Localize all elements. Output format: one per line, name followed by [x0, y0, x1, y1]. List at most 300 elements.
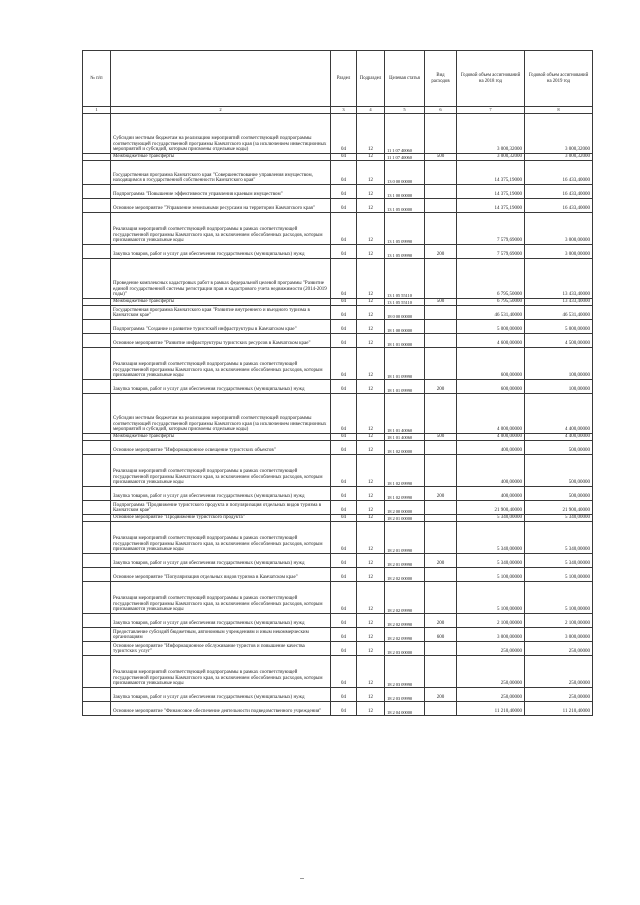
podrazdel-cell: 12 — [357, 114, 385, 154]
num-cell — [83, 628, 111, 642]
colnum: 2 — [111, 107, 331, 114]
num-cell — [83, 434, 111, 441]
amount-2019-cell: 11 210,40000 — [525, 702, 593, 716]
table-row — [83, 582, 593, 614]
header-name — [111, 51, 331, 107]
podrazdel-cell: 12 — [357, 568, 385, 582]
razdel-cell: 04 — [331, 434, 357, 441]
num-cell — [83, 522, 111, 554]
item-name: Закупка товаров, работ и услуг для обеспечения государственных (муниципальных) нужд — [111, 487, 331, 501]
podrazdel-cell: 12 — [357, 614, 385, 628]
expense-type-cell — [425, 568, 457, 582]
num-cell — [83, 185, 111, 199]
table-row — [83, 522, 593, 554]
amount-2019-cell: 5 340,00000 — [525, 515, 593, 522]
amount-2019-cell: 16 433,40000 — [525, 161, 593, 185]
target-article-cell: 13 1 05 00000 — [385, 199, 425, 213]
amount-2019-cell: 4 400,00000 — [525, 434, 593, 441]
expense-type-cell: 200 — [425, 614, 457, 628]
target-article-cell: 18 1 02 00000 — [385, 441, 425, 455]
podrazdel-cell: 12 — [357, 380, 385, 394]
target-article-cell: 18 1 01 00000 — [385, 334, 425, 348]
target-article-cell: 13 1 05 09990 — [385, 245, 425, 259]
razdel-cell: 04 — [331, 114, 357, 154]
item-name: Межбюджетные трансферты — [111, 154, 331, 161]
num-cell — [83, 114, 111, 154]
table-row — [83, 306, 593, 320]
razdel-cell: 04 — [331, 394, 357, 434]
target-article-cell: 18 2 03 09990 — [385, 656, 425, 688]
podrazdel-cell: 12 — [357, 582, 385, 614]
expense-type-cell: 200 — [425, 245, 457, 259]
razdel-cell: 04 — [331, 642, 357, 656]
num-cell — [83, 554, 111, 568]
item-name: Основное мероприятие "Развитие инфраструктуры туристских ресурсов в Камчатском крае" — [111, 334, 331, 348]
amount-2018-cell: 4 000,00000 — [457, 394, 525, 434]
podrazdel-cell: 12 — [357, 522, 385, 554]
expense-type-cell — [425, 501, 457, 515]
expense-type-cell — [425, 522, 457, 554]
amount-2018-cell: 2 100,00000 — [457, 614, 525, 628]
item-name: Основное мероприятие "Информационное освещение туристских объектов" — [111, 441, 331, 455]
amount-2018-cell: 5 100,00000 — [457, 568, 525, 582]
table-row — [83, 348, 593, 380]
amount-2019-cell: 5 100,00000 — [525, 582, 593, 614]
num-cell — [83, 161, 111, 185]
expense-type-cell — [425, 259, 457, 299]
podrazdel-cell: 12 — [357, 348, 385, 380]
razdel-cell: 04 — [331, 199, 357, 213]
item-name: Закупка товаров, работ и услуг для обеспечения государственных (муниципальных) нужд — [111, 245, 331, 259]
colnum: 5 — [385, 107, 425, 114]
expense-type-cell — [425, 114, 457, 154]
num-cell — [83, 334, 111, 348]
target-article-cell: 13 1 05 55110 — [385, 259, 425, 299]
table-row — [83, 702, 593, 716]
podrazdel-cell: 12 — [357, 199, 385, 213]
target-article-cell: 18 1 02 09990 — [385, 487, 425, 501]
expense-type-cell: 200 — [425, 380, 457, 394]
target-article-cell: 18 2 01 09990 — [385, 522, 425, 554]
podrazdel-cell: 12 — [357, 487, 385, 501]
razdel-cell: 04 — [331, 306, 357, 320]
num-cell — [83, 306, 111, 320]
table-row — [83, 185, 593, 199]
amount-2018-cell: 7 579,69000 — [457, 245, 525, 259]
colnum: 1 — [83, 107, 111, 114]
colnum: 6 — [425, 107, 457, 114]
table-row — [83, 688, 593, 702]
item-name: Основное мероприятие "Популяризация отдельных видов туризма в Камчатском крае" — [111, 568, 331, 582]
razdel-cell: 04 — [331, 380, 357, 394]
razdel-cell: 04 — [331, 554, 357, 568]
amount-2019-cell: 5 340,00000 — [525, 554, 593, 568]
razdel-cell: 04 — [331, 334, 357, 348]
amount-2018-cell: 5 340,00000 — [457, 522, 525, 554]
razdel-cell: 04 — [331, 568, 357, 582]
target-article-cell: 18 2 04 00000 — [385, 702, 425, 716]
item-name: Подпрограмма "Повышение эффективности управления краевым имуществом" — [111, 185, 331, 199]
podrazdel-cell: 12 — [357, 161, 385, 185]
podrazdel-cell: 12 — [357, 213, 385, 245]
razdel-cell: 04 — [331, 154, 357, 161]
item-name: Государственная программа Камчатского края "Совершенствование управления имуществом, находящимся в государственной собственности Камчатского края" — [111, 161, 331, 185]
razdel-cell: 04 — [331, 522, 357, 554]
razdel-cell: 04 — [331, 656, 357, 688]
razdel-cell: 04 — [331, 515, 357, 522]
num-cell — [83, 642, 111, 656]
razdel-cell: 04 — [331, 702, 357, 716]
num-cell — [83, 199, 111, 213]
amount-2018-cell: 3 000,32000 — [457, 114, 525, 154]
razdel-cell: 04 — [331, 320, 357, 334]
amount-2019-cell: 3 000,00000 — [525, 628, 593, 642]
num-cell — [83, 299, 111, 306]
amount-2018-cell: 14 375,19000 — [457, 161, 525, 185]
target-article-cell: 18 1 02 09990 — [385, 455, 425, 487]
table-row — [83, 380, 593, 394]
item-name: Реализация мероприятий соответствующей подпрограммы в рамках соответствующей государственной программы Камчатского края, за исключением обособленных расходов, которым присваиваются уникальные коды — [111, 348, 331, 380]
item-name: Проведение комплексных кадастровых работ в рамках федеральной целевой программы "Развитие единой государственной системы регистрации прав и кадастрового учета недвижимости (2014-2019 годы)" — [111, 259, 331, 299]
table-row — [83, 656, 593, 688]
amount-2018-cell: 600,00000 — [457, 380, 525, 394]
table-row — [83, 501, 593, 515]
target-article-cell: 11 1 07 40060 — [385, 154, 425, 161]
amount-2019-cell: 5 340,00000 — [525, 522, 593, 554]
expense-type-cell: 200 — [425, 554, 457, 568]
expense-type-cell — [425, 320, 457, 334]
table-row — [83, 441, 593, 455]
table-row — [83, 515, 593, 522]
amount-2018-cell: 6 795,50000 — [457, 259, 525, 299]
expense-type-cell: 200 — [425, 688, 457, 702]
razdel-cell: 04 — [331, 628, 357, 642]
expense-type-cell — [425, 306, 457, 320]
expense-type-cell — [425, 161, 457, 185]
amount-2018-cell: 5 340,00000 — [457, 554, 525, 568]
item-name: Закупка товаров, работ и услуг для обеспечения государственных (муниципальных) нужд — [111, 688, 331, 702]
num-cell — [83, 380, 111, 394]
target-article-cell: 18 1 01 09990 — [385, 380, 425, 394]
amount-2018-cell: 400,00000 — [457, 441, 525, 455]
expense-type-cell — [425, 441, 457, 455]
amount-2019-cell: 46 531,40000 — [525, 306, 593, 320]
target-article-cell: 13 1 05 55110 — [385, 299, 425, 306]
item-name: Реализация мероприятий соответствующей подпрограммы в рамках соответствующей государственной программы Камчатского края, за исключением обособленных расходов, которым присваиваются уникальные коды — [111, 582, 331, 614]
target-article-cell: 18 2 03 09990 — [385, 688, 425, 702]
amount-2019-cell: 3 000,32000 — [525, 154, 593, 161]
amount-2019-cell: 3 000,00000 — [525, 245, 593, 259]
budget-sheet — [82, 50, 592, 852]
podrazdel-cell: 12 — [357, 656, 385, 688]
num-cell — [83, 394, 111, 434]
razdel-cell: 04 — [331, 455, 357, 487]
amount-2018-cell: 3 000,32000 — [457, 154, 525, 161]
expense-type-cell — [425, 455, 457, 487]
razdel-cell: 04 — [331, 299, 357, 306]
table-row — [83, 554, 593, 568]
num-cell — [83, 515, 111, 522]
amount-2018-cell: 4 600,00000 — [457, 334, 525, 348]
item-name: Основное мероприятие "Продвижение туристского продукта" — [111, 515, 331, 522]
num-cell — [83, 501, 111, 515]
amount-2019-cell: 16 433,40000 — [525, 185, 593, 199]
table-row — [83, 259, 593, 299]
razdel-cell: 04 — [331, 614, 357, 628]
expense-type-cell: 500 — [425, 154, 457, 161]
amount-2018-cell: 11 210,40000 — [457, 702, 525, 716]
table-row — [83, 245, 593, 259]
podrazdel-cell: 12 — [357, 306, 385, 320]
razdel-cell: 04 — [331, 161, 357, 185]
budget-table — [82, 50, 593, 716]
num-cell — [83, 154, 111, 161]
podrazdel-cell: 12 — [357, 394, 385, 434]
table-row — [83, 394, 593, 434]
expense-type-cell: 200 — [425, 487, 457, 501]
podrazdel-cell: 12 — [357, 299, 385, 306]
amount-2018-cell: 3 000,00000 — [457, 628, 525, 642]
amount-2018-cell: 250,00000 — [457, 688, 525, 702]
item-name: Реализация мероприятий соответствующей подпрограммы в рамках соответствующей государственной программы Камчатского края, за исключением обособленных расходов, которым присваиваются уникальные коды — [111, 656, 331, 688]
amount-2018-cell: 250,00000 — [457, 656, 525, 688]
amount-2019-cell: 4 500,00000 — [525, 334, 593, 348]
amount-2018-cell: 400,00000 — [457, 455, 525, 487]
table-row — [83, 154, 593, 161]
amount-2019-cell: 4 400,00000 — [525, 394, 593, 434]
razdel-cell: 04 — [331, 487, 357, 501]
expense-type-cell — [425, 582, 457, 614]
razdel-cell: 04 — [331, 245, 357, 259]
amount-2019-cell: 500,00000 — [525, 455, 593, 487]
item-name: Реализация мероприятий соответствующей подпрограммы в рамках соответствующей государственной программы Камчатского края, за исключением обособленных расходов, которым присваиваются уникальные коды — [111, 455, 331, 487]
table-row — [83, 628, 593, 642]
target-article-cell: 18 1 01 09990 — [385, 348, 425, 380]
num-cell — [83, 614, 111, 628]
amount-2019-cell: 16 433,40000 — [525, 199, 593, 213]
podrazdel-cell: 12 — [357, 259, 385, 299]
header-year-2018: Годовой объем ассигнований на 2018 год — [457, 51, 525, 107]
header-target-article: Целевая статья — [385, 51, 425, 107]
target-article-cell: 18 2 01 09990 — [385, 554, 425, 568]
amount-2019-cell: 3 000,32000 — [525, 114, 593, 154]
page-mark — [300, 878, 304, 879]
razdel-cell: 04 — [331, 501, 357, 515]
podrazdel-cell: 12 — [357, 434, 385, 441]
podrazdel-cell: 12 — [357, 515, 385, 522]
amount-2019-cell: 5 000,00000 — [525, 320, 593, 334]
column-number-row — [83, 107, 593, 114]
expense-type-cell: 600 — [425, 628, 457, 642]
expense-type-cell — [425, 348, 457, 380]
num-cell — [83, 455, 111, 487]
podrazdel-cell: 12 — [357, 554, 385, 568]
target-article-cell: 18 0 00 00000 — [385, 306, 425, 320]
podrazdel-cell: 12 — [357, 154, 385, 161]
amount-2018-cell: 400,00000 — [457, 487, 525, 501]
amount-2018-cell: 6 795,50000 — [457, 299, 525, 306]
razdel-cell: 04 — [331, 582, 357, 614]
target-article-cell: 13 1 05 09990 — [385, 213, 425, 245]
expense-type-cell — [425, 334, 457, 348]
amount-2019-cell: 13 433,40000 — [525, 259, 593, 299]
amount-2018-cell: 5 000,00000 — [457, 320, 525, 334]
item-name: Основное мероприятие "Информационное обслуживание туристов и повышение качества туристских услуг" — [111, 642, 331, 656]
amount-2019-cell: 250,00000 — [525, 656, 593, 688]
item-name: Межбюджетные трансферты — [111, 434, 331, 441]
table-row — [83, 614, 593, 628]
item-name: Подпрограмма "Создание и развитие туристской инфраструктуры в Камчатском крае" — [111, 320, 331, 334]
amount-2018-cell: 4 000,00000 — [457, 434, 525, 441]
podrazdel-cell: 12 — [357, 455, 385, 487]
item-name: Основное мероприятие "Финансовое обеспечение деятельности подведомственного учреждения" — [111, 702, 331, 716]
item-name: Субсидии местным бюджетам на реализацию мероприятий соответствующей подпрограммы соответствующей государственной программы Камчатского края (за исключением инвестиционных мероприятий и субсидий, которым присвоены отдельные коды) — [111, 394, 331, 434]
colnum: 8 — [525, 107, 593, 114]
table-row — [83, 114, 593, 154]
num-cell — [83, 487, 111, 501]
num-cell — [83, 213, 111, 245]
item-name: Субсидии местным бюджетам на реализацию мероприятий соответствующей подпрограммы соответствующей государственной программы Камчатского края (за исключением инвестиционных мероприятий и субсидий, которым присвоены отдельные коды) — [111, 114, 331, 154]
table-row — [83, 568, 593, 582]
amount-2018-cell: 5 100,00000 — [457, 582, 525, 614]
amount-2019-cell: 250,00000 — [525, 642, 593, 656]
expense-type-cell: 500 — [425, 434, 457, 441]
target-article-cell: 18 2 00 00000 — [385, 501, 425, 515]
podrazdel-cell: 12 — [357, 441, 385, 455]
razdel-cell: 04 — [331, 259, 357, 299]
table-row — [83, 213, 593, 245]
expense-type-cell — [425, 656, 457, 688]
amount-2019-cell: 21 900,40000 — [525, 501, 593, 515]
num-cell — [83, 656, 111, 688]
header-num: № п/п — [83, 51, 111, 107]
table-row — [83, 199, 593, 213]
item-name: Подпрограмма "Продвижение туристского продукта и популяризация отдельных видов туризма в Камчатском крае" — [111, 501, 331, 515]
amount-2018-cell: 21 900,40000 — [457, 501, 525, 515]
razdel-cell: 04 — [331, 441, 357, 455]
expense-type-cell — [425, 199, 457, 213]
target-article-cell: 18 2 02 09990 — [385, 582, 425, 614]
colnum: 3 — [331, 107, 357, 114]
amount-2019-cell: 250,00000 — [525, 688, 593, 702]
amount-2019-cell: 100,00000 — [525, 380, 593, 394]
table-row — [83, 320, 593, 334]
target-article-cell: 11 1 07 40060 — [385, 114, 425, 154]
amount-2019-cell: 3 000,00000 — [525, 213, 593, 245]
amount-2019-cell: 13 433,40000 — [525, 299, 593, 306]
item-name: Реализация мероприятий соответствующей подпрограммы в рамках соответствующей государственной программы Камчатского края, за исключением обособленных расходов, которым присваиваются уникальные коды — [111, 213, 331, 245]
target-article-cell: 18 1 01 40060 — [385, 394, 425, 434]
num-cell — [83, 568, 111, 582]
podrazdel-cell: 12 — [357, 688, 385, 702]
item-name: Государственная программа Камчатского края "Развитие внутреннего и въездного туризма в Камчатском крае" — [111, 306, 331, 320]
expense-type-cell — [425, 213, 457, 245]
target-article-cell: 18 2 02 09990 — [385, 614, 425, 628]
item-name: Реализация мероприятий соответствующей подпрограммы в рамках соответствующей государственной программы Камчатского края, за исключением обособленных расходов, которым присваиваются уникальные коды — [111, 522, 331, 554]
podrazdel-cell: 12 — [357, 501, 385, 515]
amount-2019-cell: 500,00000 — [525, 441, 593, 455]
num-cell — [83, 348, 111, 380]
num-cell — [83, 688, 111, 702]
expense-type-cell: 500 — [425, 299, 457, 306]
table-row — [83, 455, 593, 487]
expense-type-cell — [425, 394, 457, 434]
colnum: 4 — [357, 107, 385, 114]
amount-2019-cell: 500,00000 — [525, 487, 593, 501]
amount-2018-cell: 250,00000 — [457, 642, 525, 656]
razdel-cell: 04 — [331, 213, 357, 245]
amount-2019-cell: 5 100,00000 — [525, 568, 593, 582]
target-article-cell: 13 0 00 00000 — [385, 161, 425, 185]
num-cell — [83, 320, 111, 334]
header-podrazdel: Подраздел — [357, 51, 385, 107]
num-cell — [83, 259, 111, 299]
podrazdel-cell: 12 — [357, 628, 385, 642]
table-row — [83, 161, 593, 185]
table-row — [83, 434, 593, 441]
podrazdel-cell: 12 — [357, 334, 385, 348]
num-cell — [83, 441, 111, 455]
podrazdel-cell: 12 — [357, 245, 385, 259]
header-row — [83, 51, 593, 107]
target-article-cell: 18 1 00 00000 — [385, 320, 425, 334]
table-row — [83, 334, 593, 348]
amount-2019-cell: 2 100,00000 — [525, 614, 593, 628]
amount-2018-cell: 46 531,40000 — [457, 306, 525, 320]
expense-type-cell — [425, 702, 457, 716]
num-cell — [83, 245, 111, 259]
amount-2018-cell: 5 340,00000 — [457, 515, 525, 522]
razdel-cell: 04 — [331, 348, 357, 380]
expense-type-cell — [425, 185, 457, 199]
target-article-cell: 18 1 01 40060 — [385, 434, 425, 441]
podrazdel-cell: 12 — [357, 320, 385, 334]
table-row — [83, 487, 593, 501]
target-article-cell: 18 2 01 00000 — [385, 515, 425, 522]
header-razdel: Раздел — [331, 51, 357, 107]
amount-2018-cell: 14 375,19000 — [457, 185, 525, 199]
item-name: Основное мероприятие "Управление земельными ресурсами на территории Камчатского края" — [111, 199, 331, 213]
podrazdel-cell: 12 — [357, 185, 385, 199]
amount-2019-cell: 100,00000 — [525, 348, 593, 380]
table-row — [83, 299, 593, 306]
expense-type-cell — [425, 515, 457, 522]
item-name: Межбюджетные трансферты — [111, 299, 331, 306]
amount-2018-cell: 600,00000 — [457, 348, 525, 380]
item-name: Предоставление субсидий бюджетным, автономным учреждениям и иным некоммерческим организациям — [111, 628, 331, 642]
colnum: 7 — [457, 107, 525, 114]
header-year-2019: Годовой объем ассигнований на 2019 год — [525, 51, 593, 107]
target-article-cell: 18 2 03 00000 — [385, 642, 425, 656]
num-cell — [83, 582, 111, 614]
item-name: Закупка товаров, работ и услуг для обеспечения государственных (муниципальных) нужд — [111, 380, 331, 394]
amount-2018-cell: 7 579,69000 — [457, 213, 525, 245]
num-cell — [83, 702, 111, 716]
item-name: Закупка товаров, работ и услуг для обеспечения государственных (муниципальных) нужд — [111, 554, 331, 568]
target-article-cell: 13 1 00 00000 — [385, 185, 425, 199]
expense-type-cell — [425, 642, 457, 656]
razdel-cell: 04 — [331, 688, 357, 702]
target-article-cell: 18 2 02 00000 — [385, 568, 425, 582]
target-article-cell: 18 2 02 09990 — [385, 628, 425, 642]
amount-2018-cell: 14 375,19000 — [457, 199, 525, 213]
podrazdel-cell: 12 — [357, 642, 385, 656]
razdel-cell: 04 — [331, 185, 357, 199]
podrazdel-cell: 12 — [357, 702, 385, 716]
header-expense-type: Вид расходов — [425, 51, 457, 107]
table-row — [83, 642, 593, 656]
item-name: Закупка товаров, работ и услуг для обеспечения государственных (муниципальных) нужд — [111, 614, 331, 628]
